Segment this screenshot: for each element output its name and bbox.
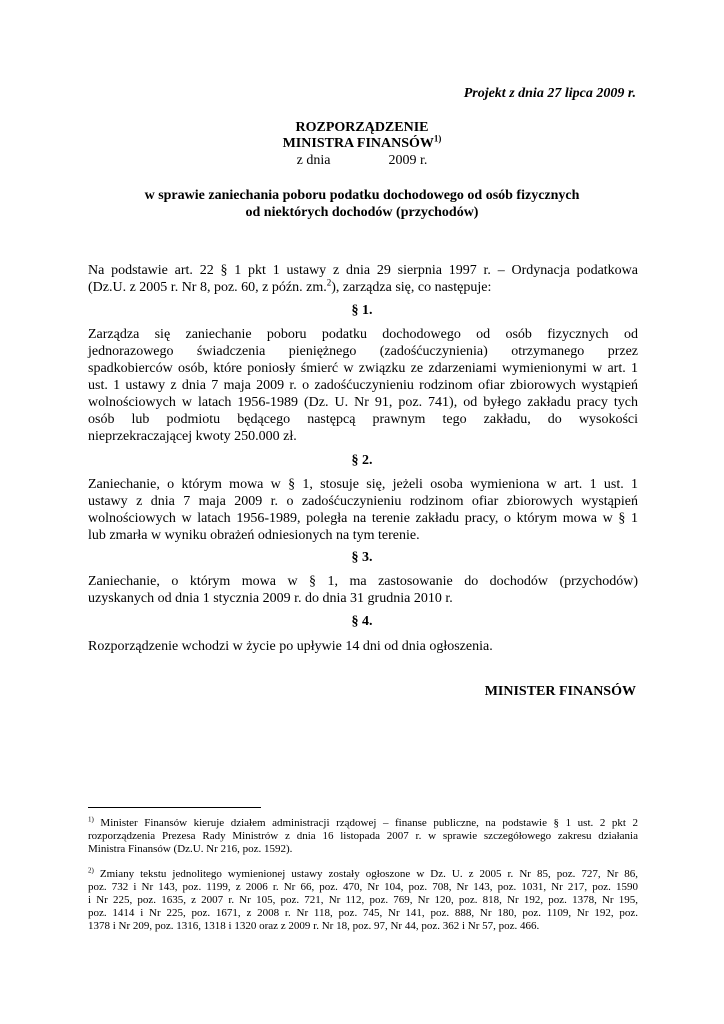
section-body	[88, 326, 638, 445]
section-body	[88, 476, 638, 544]
section-line: wolnościowych w latach 1956-1989 (Dz. U. Nr 91, poz. 741), od byłego zakładu pracy tych	[88, 395, 638, 410]
footnote-1	[88, 817, 638, 856]
footnote-line: i Nr 225, poz. 1635, z 2007 r. Nr 105, poz. 721, Nr 112, poz. 769, Nr 120, poz. 818, Nr 192, poz. 1378, Nr 195,	[88, 894, 638, 906]
footnote-divider	[88, 807, 261, 808]
footnote-2	[88, 868, 638, 933]
footnote-line: 1378 i Nr 209, poz. 1316, 1318 i 1320 oraz z 2009 r. Nr 18, poz. 97, Nr 44, poz. 362 i Nr 57, poz. 466.	[88, 920, 540, 932]
preamble-line	[88, 279, 638, 296]
section-line: lub zmarła w wyniku obrażeń odniesionych na tym terenie.	[88, 528, 420, 543]
issuer-title	[0, 133, 724, 152]
footnote-ref-2: 2	[326, 277, 332, 288]
section-line: ustawy z dnia 7 maja 2009 r. o zadośćuczynieniu rodzinom ofiar zbiorowych wystąpień	[88, 494, 638, 509]
date-prefix: z dnia	[296, 153, 331, 168]
section-line: osób lub podmiotu będącego następcą prawnym tego zakładu, do wysokości	[88, 412, 638, 427]
section-mark: § 1.	[351, 303, 373, 318]
preamble-text: ), zarządza się, co następuje:	[331, 280, 492, 295]
section-body	[88, 573, 638, 607]
section-line: wolnościowych w latach 1956-1989, poległa na terenie zakładu pracy, o którym mowa w § 1	[88, 511, 638, 526]
footnote-line	[88, 817, 638, 830]
preamble	[88, 262, 638, 296]
signature: MINISTER FINANSÓW	[484, 684, 636, 699]
section-line: uzyskanych od dnia 1 stycznia 2009 r. do dnia 31 grudnia 2010 r.	[88, 591, 453, 606]
section-line: jednorazowego świadczenia pieniężnego (zadośćuczynienia) otrzymanego przez	[88, 344, 638, 359]
section-line: nieprzekraczającej kwoty 250.000 zł.	[88, 429, 297, 444]
document-subject	[0, 187, 724, 221]
subject-line: w sprawie zaniechania poboru podatku dochodowego od osób fizycznych	[144, 188, 580, 203]
section-body	[88, 638, 638, 655]
date-suffix: 2009 r.	[388, 153, 428, 168]
footnote-line: poz. 732 i Nr 143, poz. 1199, z 2006 r. Nr 66, poz. 470, Nr 104, poz. 708, Nr 143, poz. 1031, Nr 217, poz. 1590	[88, 881, 638, 893]
footnote-text: Zmiany tekstu jednolitego wymienionej ustawy zostały ogłoszone w Dz. U. z 2005 r. Nr 85, poz. 727, Nr 86,	[99, 868, 639, 880]
project-date: Projekt z dnia 27 lipca 2009 r.	[463, 86, 636, 101]
document-date	[0, 153, 724, 169]
footnote-text: Minister Finansów kieruje działem administracji rządowej – finanse publiczne, na podstawie § 1 ust. 2 pkt 2	[100, 817, 639, 829]
footnote-line: rozporządzenia Prezesa Rady Ministrów z dnia 16 listopada 2007 r. w sprawie szczegółowego zakresu działania	[88, 830, 638, 842]
footnote-marker: 2)	[88, 866, 94, 875]
section-mark: § 2.	[351, 453, 373, 468]
section-line: Zaniechanie, o którym mowa w § 1, stosuje się, jeżeli osoba wymieniona w art. 1 ust. 1	[88, 477, 638, 492]
footnote-ref-1: 1)	[433, 133, 442, 144]
document-title: ROZPORZĄDZENIE	[295, 120, 429, 135]
subject-line: od niektórych dochodów (przychodów)	[245, 205, 479, 220]
footnote-marker: 1)	[88, 815, 94, 824]
footnote-line: Ministra Finansów (Dz.U. Nr 216, poz. 1592).	[88, 843, 293, 855]
preamble-text: (Dz.U. z 2005 r. Nr 8, poz. 60, z późn. zm.	[88, 280, 327, 295]
section-mark: § 4.	[351, 614, 373, 629]
section-line: Zarządza się zaniechanie poboru podatku dochodowego od osób fizycznych od	[88, 327, 638, 342]
section-line: spadkobierców osób, które poniosły śmierć w związku ze zdarzeniami wymienionymi w art. 1	[88, 361, 638, 376]
section-line: Rozporządzenie wchodzi w życie po upływie 14 dni od dnia ogłoszenia.	[88, 639, 493, 654]
preamble-line: Na podstawie art. 22 § 1 pkt 1 ustawy z dnia 29 sierpnia 1997 r. – Ordynacja podatkowa	[88, 263, 638, 278]
issuer-name: MINISTRA FINANSÓW	[282, 136, 434, 151]
footnote-line: poz. 1414 i Nr 225, poz. 1671, z 2008 r. Nr 118, poz. 745, Nr 141, poz. 888, Nr 180, poz. 1109, Nr 192, poz.	[88, 907, 638, 919]
section-line: ust. 1 ustawy z dnia 7 maja 2009 r. o zadośćuczynieniu rodzinom ofiar zbiorowych wystąpień	[88, 378, 638, 393]
section-line: Zaniechanie, o którym mowa w § 1, ma zastosowanie do dochodów (przychodów)	[88, 574, 638, 589]
footnote-line	[88, 868, 638, 881]
section-mark: § 3.	[351, 550, 373, 565]
